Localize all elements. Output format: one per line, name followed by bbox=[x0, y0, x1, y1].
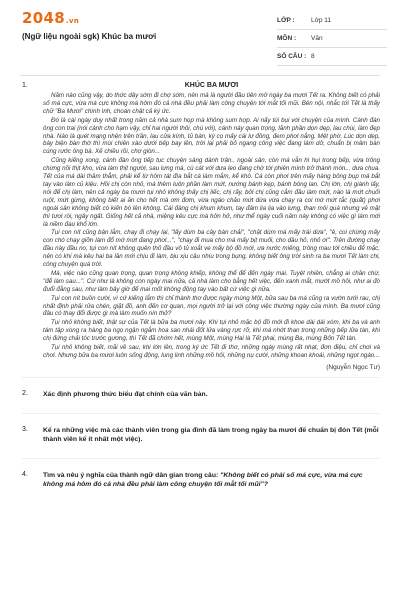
question-text: Xác định phương thức biểu đạt chính của văn bản. bbox=[43, 390, 208, 398]
meta-value: Lớp 11 bbox=[311, 17, 332, 24]
question-text: Kể ra những việc mà các thành viên trong gia đình đã làm trong ngày ba mươi để chuẩn bị đón Tết (mỗi thành viên kể ít nhất một việc). bbox=[43, 426, 379, 443]
question-3 bbox=[22, 426, 380, 444]
meta-row-subject bbox=[277, 30, 387, 48]
meta-key: MÔN : bbox=[277, 35, 297, 42]
page-title: (Ngữ liệu ngoài sgk) Khúc ba mươi bbox=[22, 32, 157, 41]
passage-paragraph: Năm nào cũng vậy, do thức dậy sớm đi chợ sớm, nên má là người đầu tiên mở ngày ba mươi Tết ra. Không biết có phải số má cực, vừa má cực không má hôm đó cả nhà đều phải làm công chuyện tới mắt tối mũi. Bên nội, nhắc tới Tết là thấy chữ "Ba Mươi" chình ình, choán chật cả ký ức. bbox=[43, 92, 380, 115]
passage-title: KHÚC BA MƯƠI bbox=[184, 82, 239, 89]
question-number: 1. bbox=[22, 82, 28, 89]
question-divider bbox=[22, 377, 380, 378]
meta-key: LỚP : bbox=[277, 17, 295, 24]
header-divider bbox=[20, 75, 380, 76]
meta-row-grade bbox=[277, 12, 387, 30]
meta-table bbox=[277, 12, 387, 66]
passage-paragraph: Tụi con nít cũng bận lắm, chạy đi chạy lại, "lấy dùm ba cây bàn chải", "chặt dùm má mấy trái dừa", "ê, coi chừng mấy con chó chạy giỡn làm đổ mớ mứt đang phơi...", "chạy đi mua cho má mấy bịt muối, cho dầu hỏ, nhỏ ơi". Trên đường chạy đầu này đầu no, tụi con nít không quên thỏ đầu vô tủ xoắt ve mấy bộ đồ mới, ưa nước miếng, trông mau tới chiều để mặc, nên có khi má kêu hai ba lần mới chịu đi làm, bịu xịu cậu nhíu trong bụng, không biết ông trời sinh ra ba mươi Tết làm chi, công chuyện quá trời. bbox=[43, 229, 380, 269]
passage bbox=[43, 82, 380, 371]
meta-row-count bbox=[277, 48, 387, 66]
question-list bbox=[22, 82, 380, 489]
passage-paragraph: Mà, việc nào cũng quan trọng, quan trọng không khiếp, không thể để đến ngày mai. Tuyệt nhiên, chẳng ai chần chừ, "để làm sau...". Cứ như là không còn ngày mai nữa, cả nhà làm cho bằng hết việc, đến xanh mắt, mướt mồ hôi, như ai đó đuổi đằng sau, như làm bây giờ để mai mốt không động tay vào bất cứ việc gì nữa. bbox=[43, 269, 380, 293]
question-quote: "Không biết có phải số má cực, vừa má cực không má hôm đó cả nhà đều phải làm công chuyện tối mắt tối mũi"? bbox=[43, 471, 363, 488]
meta-key: SỐ CÂU : bbox=[277, 53, 307, 60]
question-divider bbox=[22, 399, 380, 414]
question-number: 2. bbox=[22, 389, 28, 397]
passage-author: (Nguyễn Ngọc Tư) bbox=[326, 363, 380, 371]
question-2 bbox=[22, 390, 380, 399]
meta-value: 8 bbox=[311, 53, 315, 60]
passage-paragraph: Tụi nhỏ không biết, mãi về sau, khi lớn lên, trong ký ức Tết đi thơ, những ngày mùng rất nhạt, đơn điệu, chỉ chơi và chơi. Nhưng bữa ba mươi luôn sống động, lung linh những mồ hôi, những nụ cười, những khoan khoái, những ngọt ngào... bbox=[43, 344, 380, 359]
passage-paragraph: Đó là cái ngày duy nhất trong năm cả nhà sum họp mà không sum hợp. Ai nấy túi bụi với chuyện của mình. Cánh đàn ông con trai (nói cánh cho hạm vậy, chỉ hai người thôi, chú với), cánh này quan trọng, lãnh phần dọn dẹp, lau chùi, làm đẹp nhà. Nào là quét mạng nhện trên trần, lau cửa kính, tủ bàn, kỳ cọ mấy cái lư đồng, đem phơi nắng. Mệt phờ. Lúc dọn dẹp, bày biện bàn thờ thì mùi chiên xào dưới bếp bay lên, trời lại phải bỏ ngang công việc đang làm dở, chuẩn bị mâm bàn cúng rước ông bà. Xế chiều rồi, chợ giòn... bbox=[43, 116, 380, 156]
question-text bbox=[43, 471, 380, 489]
meta-value: Văn bbox=[311, 35, 323, 42]
site-logo[interactable]: 2048.vn bbox=[22, 9, 80, 27]
question-text-lead: Tìm và nêu ý nghĩa của thành ngữ dân gian trong câu: bbox=[43, 471, 219, 479]
question-number: 3. bbox=[22, 425, 28, 433]
question-4 bbox=[22, 471, 380, 489]
passage-paragraph: Cũng kiếng xong, cánh đàn ông tiếp tục chuyện sáng dành trận.. ngoài sân, còn má vẫn hì hụi trong bếp, vừa trông chừng nồi thịt kho, vừa làm thịt người, sau lưng má, cù cát với dưa leo đang chờ tới phiên mình trở thành món... dưa chua. Tết của má dài thăm thẳm, phải kể từ hôm tát đìa bắt cá làm mắm, kể khô. Cá còn phơi trên mấy hàng bông bụp má bắt tay vào làm củ kiệu. Hồi chị còn nhỏ, má thêm luôn phần làm mứt, nướng bánh kẹp, bánh bông lan. Chị lớn, chị giành lấy, nói để chị làm, nên cả ngày ba mươi tụi nhỏ không thấy chị liếc, chị rãy, bởi chị cũng cắm đầu làm mứt, nào là mứt chuối ruột, mứt gừng, không biết ai ăn cho hết mà ơm đơm, vừa ngáo chảo mứt dừa vừa chạy ra coi mớ mứt tắc (quất) phơi ngoài sân không biết có kiến bò lên không. Cái đáng chị khum khum, tay đâm lia lịa vào lưng, than mỏi quá nhưng vẻ mặt thì tươi rói, ngây ngất. Giống hết cả nhà, miệng kêu cực mà hởn hở, như thể ngày cuối năm này không có việc gì làm mới là niềm đau khổ lớn. bbox=[43, 157, 380, 228]
question-1 bbox=[22, 82, 380, 371]
passage-paragraph: Tụi con nít buồn cười, vì cứ kiếng lắm thì chỉ thành thơ được ngày mùng Một, bữa sau ba má cũng ra vườn tưới rau, chị nhất định phải rửa chén, giặt đồ, anh đến cơ quan, mọi người trở lại với công việc thường ngày của mình. Ba mươi cũng đâu có thay đổi được gì mà làm muốn nín thở? bbox=[43, 294, 380, 318]
question-divider bbox=[22, 444, 380, 459]
passage-paragraph: Tụi nhỏ không biết, thật sự của Tết là bữa ba mươi này. Khi tụi nhỏ mặc bộ đồ mới đi khoe dài dài xóm, khi ba và anh tám tập xong ra hàng ba ngọ ngận ngắm hoa sao nhái đốt lửa vàng rực rỡ, khi má nhớt than trong những bếp lửa tàn, khi chị đứng chải tóc trước gương, thì Tết đã chớm hết, mùng Một, mùng Hai là Tết phai, mùng Ba, mùng Bốn Tết tàn. bbox=[43, 319, 380, 343]
question-number: 4. bbox=[22, 470, 28, 478]
header bbox=[0, 0, 400, 62]
